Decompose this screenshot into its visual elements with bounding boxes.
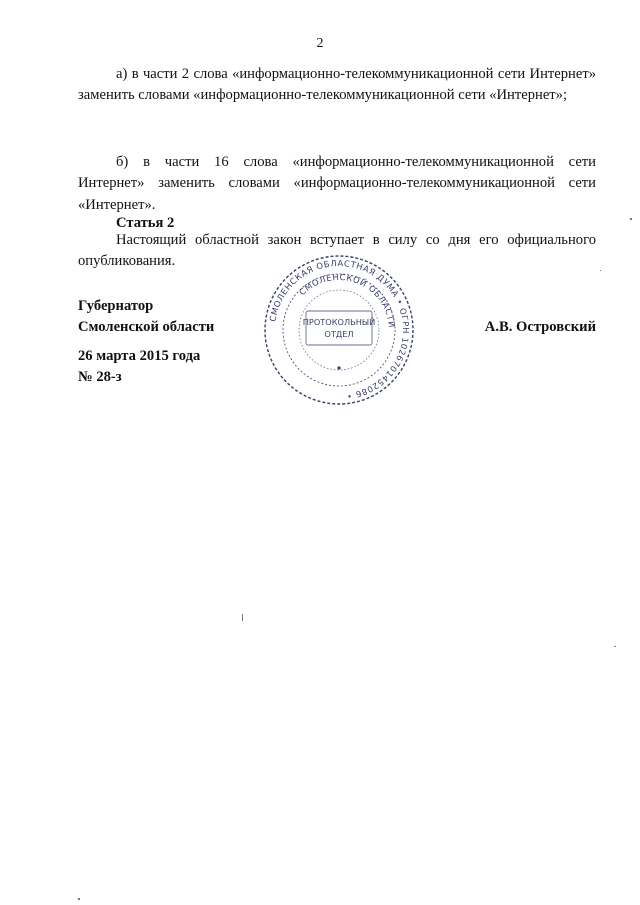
signature-title-line-1: Губернатор <box>78 298 154 314</box>
seal-inner-ring-text: СМОЛЕНСКОЙ ОБЛАСТИ <box>297 271 398 329</box>
seal-center-line-2: ОТДЕЛ <box>324 329 354 339</box>
official-seal <box>262 253 416 407</box>
date-block <box>78 346 200 388</box>
seal-icon <box>262 253 416 407</box>
scan-speck <box>614 646 616 647</box>
article-heading: Статья 2 <box>116 215 175 231</box>
page-number: 2 <box>316 36 324 51</box>
paragraph-amendment-a: а) в части 2 слова «информационно-телекоммуникационной сети Интернет» заменить словами «информационно-телекоммуникационной сети «Интернет»; <box>78 66 596 104</box>
signature-title <box>78 296 214 338</box>
signature-title-line-2: Смоленской области <box>78 319 215 335</box>
scan-speck <box>242 614 243 621</box>
law-number: № 28-з <box>78 369 122 385</box>
paragraph-entry-into-force: Настоящий областной закон вступает в силу со дня его официального опубликования. <box>78 232 596 270</box>
signing-date: 26 марта 2015 года <box>78 348 201 364</box>
seal-outer-ring-text: СМОЛЕНСКАЯ ОБЛАСТНАЯ ДУМА • ОГРН 1026701452086 • <box>267 257 412 402</box>
seal-center-line-1: ПРОТОКОЛЬНЫЙ <box>302 317 376 327</box>
scan-speck <box>600 270 601 271</box>
scan-speck <box>78 898 80 900</box>
scan-speck <box>630 218 632 220</box>
signature-name: А.В. Островский <box>484 319 596 335</box>
paragraph-amendment-b: б) в части 16 слова «информационно-телекоммуникационной сети Интернет» заменить словами «информационно-телекоммуникационной сети «Интернет». <box>78 154 596 213</box>
